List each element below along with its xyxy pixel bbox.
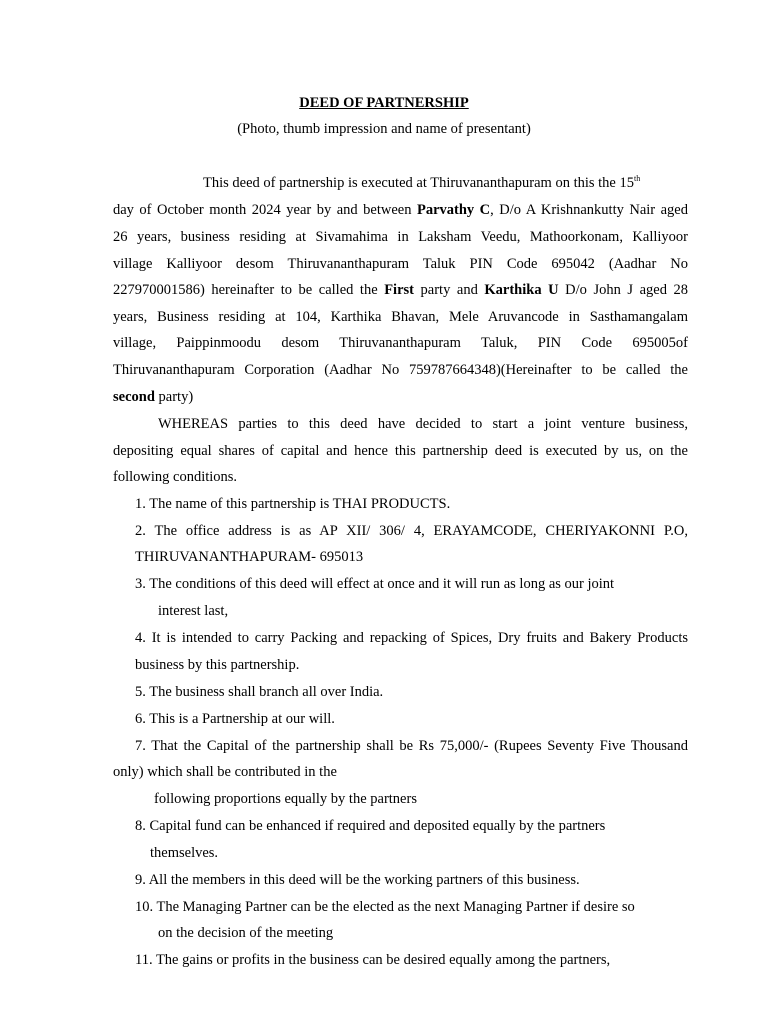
second-party-label: second bbox=[113, 389, 155, 405]
condition-5: 5. The business shall branch all over India. bbox=[135, 684, 384, 700]
condition-8-cont: themselves. bbox=[150, 845, 219, 861]
condition-4-cont: business by this partnership. bbox=[135, 657, 300, 673]
intro-text: party and bbox=[414, 282, 485, 298]
condition-11: 11. The gains or profits in the business can be desired equally among the partners, bbox=[135, 952, 611, 968]
condition-4: 4. It is intended to carry Packing and repacking of Spices, Dry fruits and Bakery Products bbox=[135, 630, 688, 646]
document-title: DEED OF PARTNERSHIP bbox=[299, 95, 469, 111]
intro-line-9 bbox=[113, 388, 688, 406]
condition-6: 6. This is a Partnership at our will. bbox=[135, 711, 335, 727]
intro-line-5 bbox=[113, 281, 688, 299]
intro-text: , D/o A Krishnankutty Nair aged bbox=[490, 202, 688, 218]
intro-line-3: 26 years, business residing at Sivamahima in Laksham Veedu, Mathoorkonam, Kalliyoor bbox=[113, 229, 688, 245]
condition-9: 9. All the members in this deed will be the working partners of this business. bbox=[135, 872, 580, 888]
condition-2-cont: THIRUVANANTHAPURAM- 695013 bbox=[135, 549, 364, 565]
party1-name: Parvathy C bbox=[416, 202, 491, 218]
condition-7: 7. That the Capital of the partnership shall be Rs 75,000/- (Rupees Seventy Five Thousand bbox=[135, 738, 688, 754]
ordinal-suffix: th bbox=[634, 174, 641, 184]
document-subtitle: (Photo, thumb impression and name of presentant) bbox=[237, 121, 531, 137]
condition-10-cont: on the decision of the meeting bbox=[158, 925, 334, 941]
condition-1: 1. The name of this partnership is THAI PRODUCTS. bbox=[135, 496, 451, 512]
intro-line-7: village, Paippinmoodu desom Thiruvananthapuram Taluk, PIN Code 695005of bbox=[113, 335, 688, 351]
condition-3: 3. The conditions of this deed will effect at once and it will run as long as our joint bbox=[135, 576, 615, 592]
intro-line-4: village Kalliyoor desom Thiruvananthapuram Taluk PIN Code 695042 (Aadhar No bbox=[113, 256, 688, 272]
condition-7-cont: only) which shall be contributed in the bbox=[113, 764, 337, 780]
intro-text: 227970001586) hereinafter to be called the bbox=[113, 282, 385, 298]
intro-line-1 bbox=[203, 174, 688, 192]
whereas-line-2: depositing equal shares of capital and hence this partnership deed is executed by us, on the bbox=[113, 443, 688, 459]
intro-line-2 bbox=[113, 201, 688, 219]
first-party-label: First bbox=[384, 282, 414, 298]
intro-line-6: years, Business residing at 104, Karthika Bhavan, Mele Aruvancode in Sasthamangalam bbox=[113, 309, 688, 325]
condition-2: 2. The office address is as AP XII/ 306/ 4, ERAYAMCODE, CHERIYAKONNI P.O, bbox=[135, 523, 688, 539]
condition-10: 10. The Managing Partner can be the elected as the next Managing Partner if desire so bbox=[135, 899, 635, 915]
party2-name: Karthika U bbox=[484, 282, 559, 298]
intro-text: party) bbox=[154, 389, 194, 405]
condition-7-cont-2: following proportions equally by the partners bbox=[154, 791, 417, 807]
condition-8: 8. Capital fund can be enhanced if required and deposited equally by the partners bbox=[135, 818, 606, 834]
intro-text: This deed of partnership is executed at Thiruvananthapuram on this the 15 bbox=[203, 175, 634, 191]
whereas-line-1: WHEREAS parties to this deed have decided to start a joint venture business, bbox=[158, 416, 688, 432]
intro-text: D/o John J aged 28 bbox=[558, 282, 688, 298]
intro-line-8: Thiruvananthapuram Corporation (Aadhar No 759787664348)(Hereinafter to be called the bbox=[113, 362, 688, 378]
condition-3-cont: interest last, bbox=[158, 603, 229, 619]
intro-text: day of October month 2024 year by and between bbox=[113, 202, 417, 218]
whereas-line-3: following conditions. bbox=[113, 469, 238, 485]
